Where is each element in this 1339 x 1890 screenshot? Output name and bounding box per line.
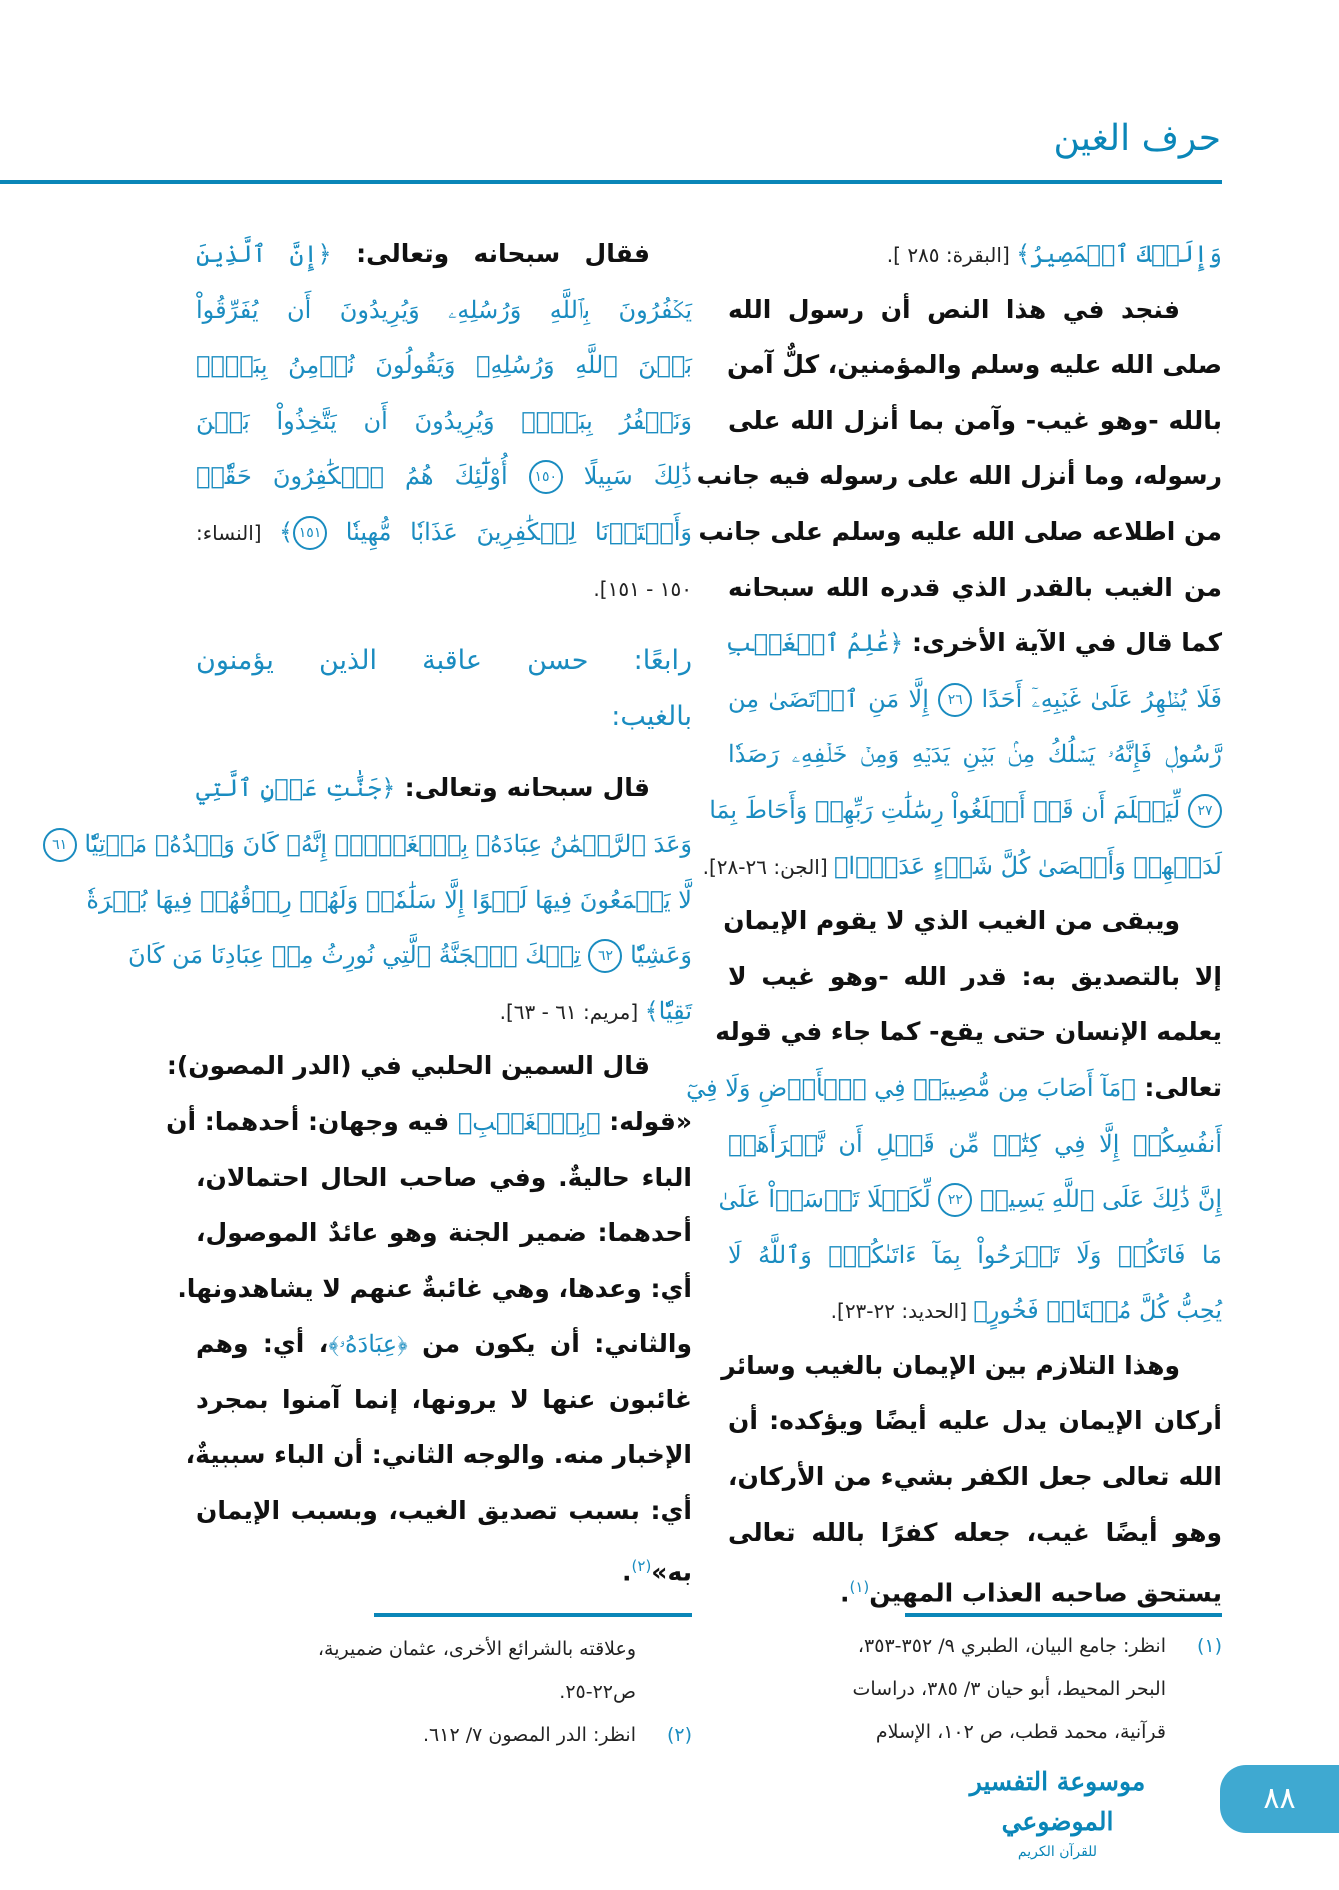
body-text: فيه وجهان: أحدهما: أن: [166, 1106, 458, 1136]
text-line: [185, 1427, 692, 1483]
quran-text: لَدَيۡهِمۡ وَأَحۡصَىٰ كُلَّ شَيۡءٍ عَدَدَۢا﴾: [834, 851, 1222, 880]
left-column: [52, 226, 692, 1594]
text-line: [166, 1094, 692, 1150]
footnote-line: [728, 1625, 1222, 1668]
text-line: [196, 983, 692, 1039]
paragraph: [721, 1338, 1222, 1616]
footnote-separator-right: [905, 1613, 1222, 1617]
quran-text: وَإِلَيۡكَ ٱلۡمَصِيرُ﴾: [1016, 240, 1222, 268]
body-text: فقال سبحانه وتعالى:: [331, 239, 650, 268]
body-text: الإخبار منه. والوجه الثاني: أن الباء سببيةٌ،: [185, 1440, 692, 1470]
text-line: [52, 816, 692, 872]
quran-text: ﴾: [279, 517, 294, 546]
quran-text: رَّسُولٖ فَإِنَّهُۥ يَسۡلُكُ مِنۢ بَيۡنِ يَدَيۡهِ وَمِنۡ خَلۡفِهِۦ رَصَدٗا: [728, 740, 1222, 769]
right-column: [686, 226, 1223, 1616]
body-text: تعالى:: [1135, 1072, 1222, 1102]
footnote-number: (٢): [666, 1724, 692, 1746]
footnote-line: [728, 1711, 1222, 1754]
text-line: [728, 726, 1222, 782]
body-text: رسوله، وما أنزل الله على رسوله فيه جانب: [696, 461, 1222, 491]
text-line: [728, 560, 1222, 616]
body-text: وهو أيضًا غيب، جعله كفرًا بالله تعالى: [728, 1517, 1222, 1547]
verse-reference: [الجن: ٢٦-٢٨].: [702, 854, 835, 879]
body-text: وهذا التلازم بين الإيمان بالغيب وسائر: [721, 1350, 1180, 1380]
text-line: [725, 615, 1222, 671]
verse-reference: [النساء:: [196, 520, 279, 545]
text-line: [728, 1560, 1222, 1616]
footnote-line: [196, 1714, 692, 1757]
quran-text: ﴿بِٱلۡغَيۡبِ﴾: [457, 1107, 601, 1136]
quran-text: لِّيَعۡلَمَ أَن قَدۡ أَبۡلَغُواْ رِسَٰلَٰتِ رَبِّهِمۡ وَأَحَاطَ بِمَا: [709, 795, 1188, 824]
text-line: [196, 1372, 692, 1428]
quran-text: أُوْلَٰٓئِكَ هُمُ ٱلۡكَٰفِرُونَ حَقّٗاۚ: [196, 462, 529, 491]
quran-text: إِنَّ ذَٰلِكَ عَلَى ٱللَّهِ يَسِيرٞ: [972, 1185, 1222, 1214]
footnote-marker[interactable]: (١): [849, 1578, 870, 1597]
body-text: يعلمه الإنسان حتى يقع- كما جاء في قوله: [715, 1017, 1222, 1047]
text-line: [728, 282, 1222, 338]
quran-text: مَا فَاتَكُمۡ وَلَا تَفۡرَحُواْ بِمَآ ءَاتَىٰكُمۡۗ وَٱللَّهُ لَا: [728, 1240, 1222, 1269]
text-line: [196, 282, 692, 338]
body-text: إلا بالتصديق به: قدر الله -وهو غيب لا: [728, 961, 1222, 991]
text-line: [196, 633, 692, 689]
quran-text: أَنفُسِكُمۡ إِلَّا فِي كِتَٰبٖ مِّن قَبۡلِ أَن نَّبۡرَأَهَآۚ: [728, 1129, 1222, 1158]
body-text: ويبقى من الغيب الذي لا يقوم الإيمان: [723, 906, 1180, 936]
body-text: .: [839, 1578, 850, 1608]
paragraph: [52, 760, 692, 1038]
footnote-separator-left: [374, 1613, 692, 1617]
verse-reference: [الحديد: ٢٢-٢٣].: [830, 1299, 974, 1324]
ayah-number: ١٥٠: [529, 460, 563, 494]
body-text: أحدهما: ضمير الجنة وهو عائدٌ الموصول،: [196, 1218, 692, 1248]
text-line: [196, 393, 692, 449]
body-text: أركان الإيمان يدل عليه أيضًا ويؤكده: أن: [728, 1406, 1222, 1436]
footnotes-right: [728, 1625, 1222, 1754]
text-line: [177, 1261, 692, 1317]
text-line: [196, 760, 692, 816]
text-line: [718, 1171, 1222, 1227]
text-line: [728, 226, 1222, 282]
body-text: والثاني: أن يكون من: [407, 1329, 692, 1359]
text-line: [728, 1393, 1222, 1449]
text-line: [196, 504, 692, 560]
ayah-number: ٢٦: [938, 683, 972, 717]
text-line: [728, 337, 1222, 393]
text-line: [686, 1060, 1222, 1116]
body-text: «قوله:: [600, 1106, 692, 1136]
body-text: أي: وعدها، وهي غائبةٌ عنهم لا يشاهدونها.: [177, 1273, 692, 1303]
body-text: كما قال في الآية الأخرى:: [903, 628, 1222, 658]
footnotes-left: [196, 1628, 692, 1757]
text-line: [728, 1116, 1222, 1172]
footnote-line: [728, 1668, 1222, 1711]
body-text: من الغيب بالقدر الذي قدره الله سبحانه: [728, 572, 1222, 602]
body-text: قال السمين الحلبي في (الدر المصون):: [166, 1051, 650, 1081]
quran-text: يَكۡفُرُونَ بِٱللَّهِ وَرُسُلِهِۦ وَيُرِيدُونَ أَن يُفَرِّقُواْ: [196, 295, 692, 324]
body-text: به»: [651, 1556, 692, 1586]
body-text: .: [622, 1556, 632, 1586]
footnote-line: [196, 1628, 692, 1671]
footnote-text: وعلاقته بالشرائع الأخرى، عثمان ضميرية،: [317, 1638, 636, 1660]
verse-reference: [البقرة: ٢٨٥ ].: [886, 243, 1017, 267]
ayah-number: ١٥١: [293, 516, 327, 550]
header-divider: [0, 180, 1222, 184]
text-line: [715, 1004, 1222, 1060]
body-text: صلى الله عليه وسلم والمؤمنين، كلٌّ آمن: [727, 350, 1222, 380]
verse-reference: ١٥٠ - ١٥١].: [593, 576, 692, 601]
text-line: [723, 893, 1222, 949]
quran-text: ﴿جَنَّٰتِ عَدۡنٍ ٱلَّتِي: [196, 774, 396, 803]
logo-subtitle: للقرآن الكريم: [1017, 1844, 1098, 1860]
chapter-title: حرف الغين: [1053, 118, 1221, 159]
text-line: [196, 337, 692, 393]
verse-reference: [مريم: ٦١ - ٦٣].: [499, 999, 645, 1024]
quran-text: لَّا يَسۡمَعُونَ فِيهَا لَغۡوًا إِلَّا سَلَٰمٗاۖ وَلَهُمۡ رِزۡقُهُمۡ فِيهَا بُكۡرَةٗ: [86, 885, 692, 914]
text-line: [86, 872, 692, 928]
text-line: [196, 1483, 692, 1539]
body-text: غائبون عنها لا يرونها، إنما آمنوا بمجرد: [196, 1384, 692, 1414]
quran-text: تِلۡكَ ٱلۡجَنَّةُ ٱلَّتِي نُورِثُ مِنۡ عِبَادِنَا مَن كَانَ: [128, 941, 589, 970]
footnote-text: ص٢٢-٢٥.: [559, 1681, 636, 1703]
text-line: [196, 689, 692, 745]
text-line: [196, 1539, 692, 1595]
paragraph: [728, 226, 1222, 282]
quran-text: لِّكَيۡلَا تَأۡسَوۡاْ عَلَىٰ: [718, 1185, 939, 1214]
ayah-number: ٢٧: [1188, 794, 1222, 828]
footnote-marker[interactable]: (٢): [631, 1556, 652, 1575]
quran-text: إِلَّا مَنِ ٱرۡتَضَىٰ مِن: [728, 684, 939, 713]
ayah-number: ٦٢: [588, 939, 622, 973]
text-line: [728, 1282, 1222, 1338]
footnote-text: قرآنية، محمد قطب، ص ١٠٢، الإسلام: [875, 1721, 1166, 1743]
text-line: [196, 1205, 692, 1261]
body-text: ، أي: وهم: [196, 1329, 329, 1359]
body-text: أي: بسبب تصديق الغيب، وبسبب الإيمان: [196, 1496, 692, 1526]
quran-text: ﴿عِبَادَهُۥ﴾: [328, 1330, 408, 1359]
quran-text: وَعَشِيّٗا: [622, 941, 692, 970]
body-text: قال سبحانه وتعالى:: [395, 773, 651, 803]
quran-text: تَقِيّٗا﴾: [644, 996, 692, 1025]
logo-title: موسوعة التفسير الموضوعي: [969, 1767, 1146, 1836]
text-line: [728, 949, 1222, 1005]
text-line: [702, 838, 1222, 894]
text-line: [709, 782, 1222, 838]
quran-text: يُحِبُّ كُلَّ مُخۡتَالٖ فَخُورٍ﴾: [973, 1296, 1222, 1325]
body-text: بالغيب:: [611, 700, 692, 732]
footnote-text: البحر المحيط، أبو حيان ٣/ ٣٨٥، دراسات: [852, 1678, 1166, 1700]
quran-text: ذَٰلِكَ سَبِيلًا: [562, 462, 692, 491]
text-line: [721, 1338, 1222, 1394]
paragraph: [166, 1038, 692, 1594]
paragraph: [686, 893, 1222, 1338]
ayah-number: ٢٢: [938, 1183, 972, 1217]
quran-text: ﴿إِنَّ ٱلَّذِينَ: [196, 240, 332, 268]
text-line: [196, 448, 692, 504]
text-line: [728, 671, 1222, 727]
text-line: [166, 1038, 692, 1094]
quran-text: ﴿مَآ أَصَابَ مِن مُّصِيبَةٖ فِي ٱلۡأَرۡضِ وَلَا فِيٓ: [686, 1073, 1136, 1102]
section-heading: [196, 633, 692, 744]
footnote-number: (١): [1196, 1635, 1222, 1657]
quran-text: فَلَا يُظۡهِرُ عَلَىٰ غَيۡبِهِۦٓ أَحَدًا: [972, 684, 1223, 713]
text-line: [728, 1449, 1222, 1505]
ayah-number: ٦١: [43, 828, 77, 862]
quran-text: وَأَعۡتَدۡنَا لِلۡكَٰفِرِينَ عَذَابٗا مُّهِينٗا: [327, 517, 692, 546]
footnote-text: انظر: الدر المصون ٧/ ٦١٢.: [422, 1724, 636, 1746]
text-line: [728, 393, 1222, 449]
quran-text: ﴿عَٰلِمُ ٱلۡغَيۡبِ: [725, 629, 904, 658]
text-line: [728, 1227, 1222, 1283]
body-text: من اطلاعه صلى الله عليه وسلم على جانب: [698, 516, 1222, 546]
body-text: بالله -وهو غيب- وآمن بما أنزل الله على: [728, 405, 1222, 435]
footnote-text: انظر: جامع البيان، الطبري ٩/ ٣٥٢-٣٥٣،: [857, 1635, 1166, 1657]
body-text: فنجد في هذا النص أن رسول الله: [728, 294, 1180, 324]
text-line: [196, 1316, 692, 1372]
text-line: [128, 927, 692, 983]
text-line: [728, 1505, 1222, 1561]
text-line: [196, 560, 692, 616]
quran-text: وَنَكۡفُرُ بِبَعۡضٖ وَيُرِيدُونَ أَن يَتَّخِذُواْ بَيۡنَ: [196, 406, 692, 435]
paragraph: [696, 282, 1223, 894]
quran-text: بَيۡنَ ٱللَّهِ وَرُسُلِهِۦ وَيَقُولُونَ نُؤۡمِنُ بِبَعۡضٖ: [196, 351, 692, 380]
text-line: [698, 504, 1222, 560]
text-line: [696, 448, 1222, 504]
body-text: الباء حاليةٌ. وفي صاحب الحال احتمالان،: [196, 1162, 692, 1192]
encyclopedia-logo: [935, 1762, 1180, 1862]
body-text: يستحق صاحبه العذاب المهين: [869, 1578, 1222, 1608]
page-number: ٨٨: [1220, 1765, 1339, 1833]
text-line: [196, 1150, 692, 1206]
quran-text: وَعَدَ ٱلرَّحۡمَٰنُ عِبَادَهُۥ بِٱلۡغَيۡبِۚ إِنَّهُۥ كَانَ وَعۡدُهُۥ مَأۡتِيّٗا: [76, 829, 692, 858]
footnote-line: [196, 1671, 692, 1714]
body-text: رابعًا: حسن عاقبة الذين يؤمنون: [196, 645, 692, 677]
paragraph: [196, 226, 692, 615]
text-line: [196, 226, 692, 282]
body-text: الله تعالى جعل الكفر بشيء من الأركان،: [728, 1462, 1222, 1492]
